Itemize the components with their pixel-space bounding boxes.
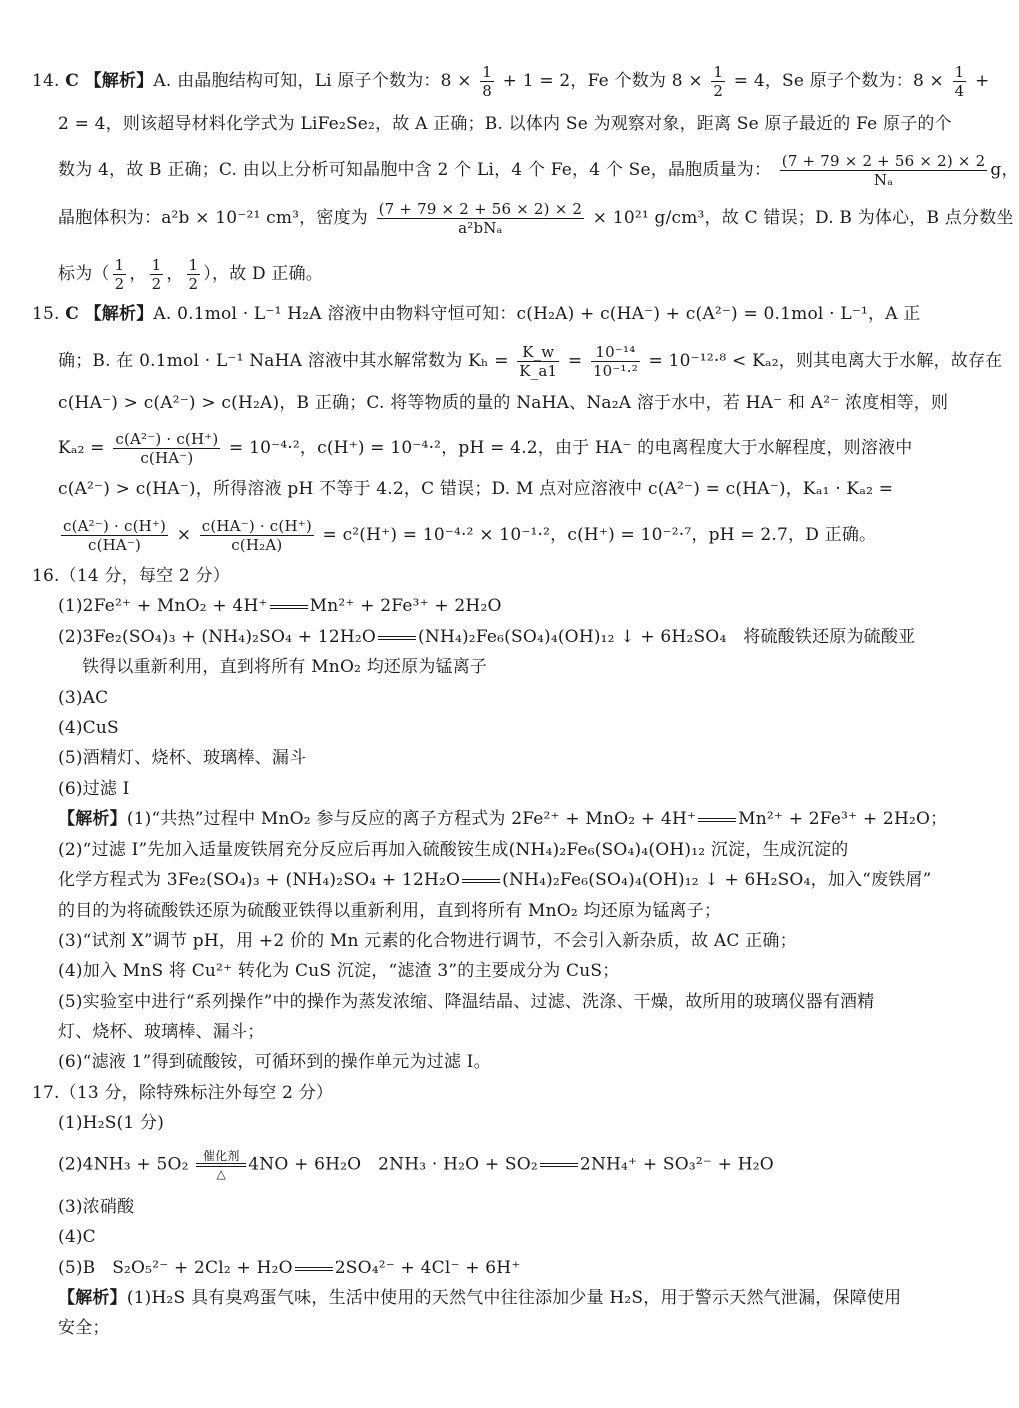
q14-line-3: 数为 4，故 B 正确；C. 由以上分析可知晶胞中含 2 个 Li，4 个 Fe，4 个 Se，晶胞质量为： $\frac{(7 + 79 \times 2 + 56 \times 2) \times 2}{\text{Nₐ}}$ g， <box>58 152 1019 189</box>
q17-explain-1: 【解析】(1)H₂S 具有臭鸡蛋气味，生活中使用的天然气中往往添加少量 H₂S，用于警示天然气泄漏，保障使用 <box>58 1288 902 1308</box>
q16-answer-6: (6)过滤 Ⅰ <box>58 779 130 799</box>
fraction: $\frac{c(HA^-) \cdot c(H^+)}{\text{c(H₂A)}}$ <box>201 517 312 554</box>
q14-line-1: 14. C 【解析】A. 由晶胞结构可知，Li 原子个数为：8 × $\frac{1}{8}$ + 1 = 2，Fe 个数为 8 × $\frac{1}{2}$ = 4，Se 原子个数为：8 × $\frac{1}{4}$ + <box>32 63 990 100</box>
q16-answer-4: (4)CuS <box>58 718 119 738</box>
density-fraction: $\frac{(7 + 79 \times 2 + 56 \times 2) \times 2}{\text{a²bNₐ}}$ <box>378 200 583 237</box>
q16-explain-5: (3)“试剂 X”调节 pH，用 +2 价的 Mn 元素的化合物进行调节，不会引入新杂质，故 AC 正确； <box>58 931 797 951</box>
q15-line-5: c(A²⁻) > c(HA⁻)，所得溶液 pH 不等于 4.2，C 错误；D. M 点对应溶液中 c(A²⁻) = c(HA⁻)，Kₐ₁ · Kₐ₂ = <box>58 479 894 499</box>
q15-line-4: Kₐ₂ = $\frac{\text{c(A²⁻) · c(H⁺)}}{c(HA^-)}$ = 10⁻⁴·²，c(H⁺) = 10⁻⁴·²，pH = 4.2，由于 HA⁻ 的电离程度大于水解程度，则溶液中 <box>58 430 913 467</box>
q14-line-4: 晶胞体积为：a²b × 10⁻²¹ cm³，密度为 $\frac{(7 + 79 \times 2 + 56 \times 2) \times 2}{\text{a²bNₐ}}$ × 10²¹ g/cm³，故 C 错误；D. B 为体心，B 点分数坐 <box>58 200 1014 237</box>
q17-explain-2: 安全； <box>58 1318 110 1338</box>
q17-answer-1: (1)H₂S(1 分) <box>58 1113 165 1133</box>
q17-answer-2: (2)4NH₃ + 5O₂ 催化剂 △ 4NO + 6H₂O 2NH₃ · H₂O + SO₂ 2NH₄⁺ + SO₃²⁻ + H₂O <box>58 1149 774 1181</box>
q15-line-6: $\frac{\text{c(A²⁻) · c(H⁺)}}{c(HA^-)}$ × $\frac{c(HA^-) \cdot c(H^+)}{\text{c(H₂A)}}$ = c²(H⁺) = 10⁻⁴·² × 10⁻¹·²，c(H⁺) = 10⁻²·⁷，pH = 2.7，D 正确。 <box>63 517 877 554</box>
cell-mass-fraction: $\frac{(7 + 79 \times 2 + 56 \times 2) \times 2}{\text{Nₐ}}$ <box>781 152 986 189</box>
fraction: $\frac{\text{10⁻¹⁴}}{\text{10⁻¹·²}}$ <box>592 343 638 380</box>
q16-answer-3: (3)AC <box>58 688 109 708</box>
q16-explain-6: (4)加入 MnS 将 Cu²⁺ 转化为 CuS 沉淀，“滤渣 3”的主要成分为 CuS； <box>58 961 620 981</box>
q16-explain-4: 的目的为将硫酸铁还原为硫酸亚铁得以重新利用，直到将所有 MnO₂ 均还原为锰离子； <box>58 901 722 921</box>
catalyst-arrow: 催化剂 △ <box>194 1150 248 1180</box>
q16-explain-7: (5)实验室中进行“系列操作”中的操作为蒸发浓缩、降温结晶、过滤、洗涤、干燥，故所用的玻璃仪器有酒精 <box>58 992 875 1012</box>
q16-answer-2: (2)3Fe₂(SO₄)₃ + (NH₄)₂SO₄ + 12H₂O (NH₄)₂Fe₆(SO₄)₄(OH)₁₂ ↓ + 6H₂SO₄ 将硫酸铁还原为硫酸亚 <box>58 627 916 647</box>
q15-analysis-tag: 【解析】 <box>84 304 154 324</box>
q15-line-3: c(HA⁻) > c(A²⁻) > c(H₂A)，B 正确；C. 将等物质的量的 NaHA、Na₂A 溶于水中，若 HA⁻ 和 A²⁻ 浓度相等，则 <box>58 393 949 413</box>
q16-analysis-tag: 【解析】 <box>58 809 127 829</box>
q16-explain-2: (2)“过滤 Ⅰ”先加入适量废铁屑充分反应后再加入硫酸铵生成(NH₄)₂Fe₆(SO₄)₄(OH)₁₂ 沉淀，生成沉淀的 <box>58 840 849 860</box>
q15-answer: C <box>65 304 79 324</box>
q16-explain-8: 灯、烧杯、玻璃棒、漏斗； <box>58 1022 265 1042</box>
equals-sign <box>270 605 308 609</box>
equals-sign <box>462 879 500 883</box>
q17-analysis-tag: 【解析】 <box>58 1288 127 1308</box>
q15-number: 15. <box>32 304 60 324</box>
q17-answer-3: (3)浓硝酸 <box>58 1197 135 1217</box>
fraction: $\frac{1}{4}$ <box>954 63 965 100</box>
q14-analysis-tag: 【解析】 <box>84 71 154 91</box>
fraction: $\frac{\text{c(A²⁻) · c(H⁺)}}{c(HA^-)}$ <box>63 517 167 554</box>
q15-line-1: 15. C 【解析】A. 0.1mol · L⁻¹ H₂A 溶液中由物料守恒可知：c(H₂A) + c(HA⁻) + c(A²⁻) = 0.1mol · L⁻¹，A 正 <box>32 304 921 324</box>
fraction: $\frac{1}{2}$ <box>713 63 724 100</box>
q17-heading: 17.（13 分，除特殊标注外每空 2 分） <box>32 1083 334 1103</box>
ka2-fraction: $\frac{\text{c(A²⁻) · c(H⁺)}}{c(HA^-)}$ <box>115 430 219 467</box>
fraction: $\frac{K\_w}{K\_a1}$ <box>519 343 558 380</box>
q14-number: 14. <box>32 71 60 91</box>
fraction: $\frac{1}{2}$ <box>188 256 199 293</box>
q16-heading: 16.（14 分，每空 2 分） <box>32 566 230 586</box>
equals-sign <box>540 1163 578 1167</box>
q16-answer-5: (5)酒精灯、烧杯、玻璃棒、漏斗 <box>58 748 307 768</box>
q14-line-5: 标为（ $\frac{1}{2}$ ， $\frac{1}{2}$ ， $\frac{1}{2}$ ），故 D 正确。 <box>58 256 324 293</box>
q16-answer-2-cont: 铁得以重新利用，直到将所有 MnO₂ 均还原为锰离子 <box>82 657 488 677</box>
q16-answer-1: (1)2Fe²⁺ + MnO₂ + 4H⁺ Mn²⁺ + 2Fe³⁺ + 2H₂O <box>58 596 502 616</box>
fraction: $\frac{1}{8}$ <box>482 63 493 100</box>
q17-answer-4: (4)C <box>58 1227 96 1247</box>
q15-line-2: 确；B. 在 0.1mol · L⁻¹ NaHA 溶液中其水解常数为 Kₕ = $\frac{K\_w}{K\_a1}$ = $\frac{\text{10⁻¹⁴}}{\text{10⁻¹·²}}$ = 10⁻¹²·⁸ < Kₐ₂，则其电离大于水解，故存在 <box>58 343 1003 380</box>
equals-sign <box>295 1267 333 1271</box>
q16-explain-1: 【解析】(1)“共热”过程中 MnO₂ 参与反应的离子方程式为 2Fe²⁺ + MnO₂ + 4H⁺ Mn²⁺ + 2Fe³⁺ + 2H₂O； <box>58 809 948 829</box>
q14-answer: C <box>65 71 79 91</box>
equals-sign <box>698 818 736 822</box>
fraction: $\frac{1}{2}$ <box>114 256 125 293</box>
q16-explain-3: 化学方程式为 3Fe₂(SO₄)₃ + (NH₄)₂SO₄ + 12H₂O (NH₄)₂Fe₆(SO₄)₄(OH)₁₂ ↓ + 6H₂SO₄，加入“废铁屑” <box>58 870 932 890</box>
q17-answer-5: (5)B S₂O₅²⁻ + 2Cl₂ + H₂O 2SO₄²⁻ + 4Cl⁻ + 6H⁺ <box>58 1258 521 1278</box>
q14-line-2: 2 = 4，则该超导材料化学式为 LiFe₂Se₂，故 A 正确；B. 以体内 Se 为观察对象，距离 Se 原子最近的 Fe 原子的个 <box>58 114 952 134</box>
q16-explain-9: (6)“滤液 1”得到硫酸铵，可循环到的操作单元为过滤 Ⅰ。 <box>58 1052 491 1072</box>
fraction: $\frac{1}{2}$ <box>151 256 162 293</box>
equals-sign <box>378 636 416 640</box>
